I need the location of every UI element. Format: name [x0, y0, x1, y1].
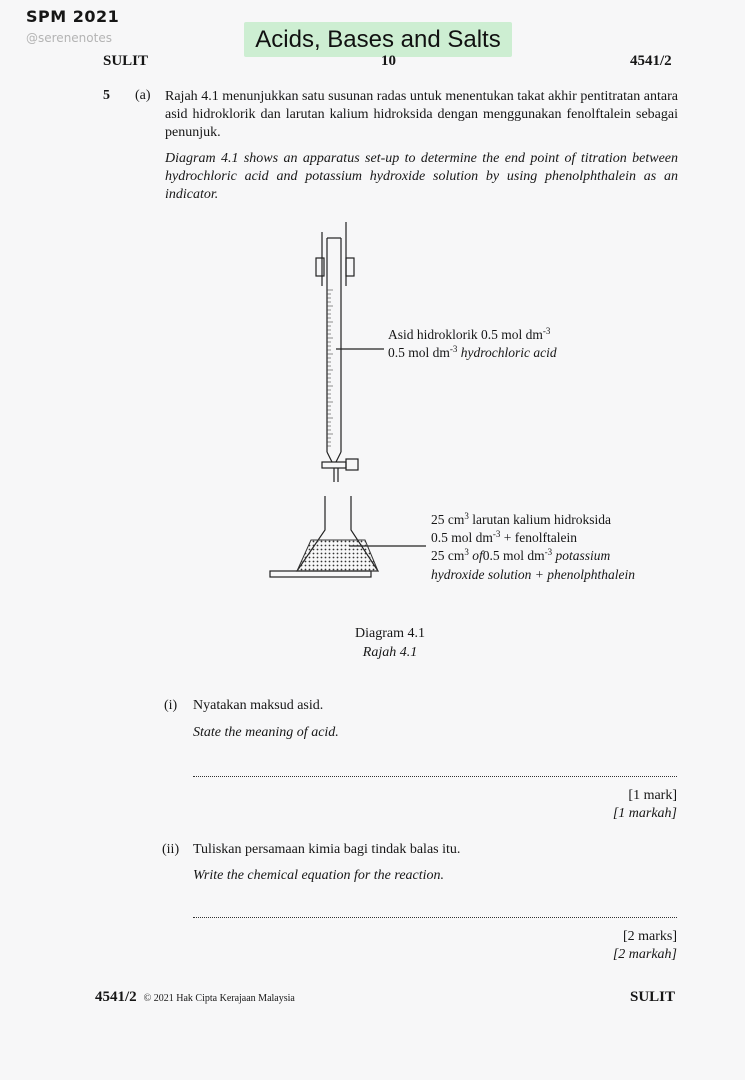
- watermark-handle: @serenenotes: [26, 31, 112, 45]
- sub-ii-marks-bm: [2 markah]: [612, 947, 677, 962]
- header-paper-code: 4541/2: [630, 53, 672, 69]
- diagram-caption-en: Diagram 4.1: [355, 626, 425, 641]
- sub-i-text-bm: Nyatakan maksud asid.: [193, 698, 324, 713]
- watermark-brand: SPM 2021: [26, 7, 120, 26]
- flask-label-line2: 0.5 mol $dm^{-3}$ + fenolftalein: [431, 529, 577, 545]
- footer-sulit: SULIT: [630, 989, 676, 1005]
- question-part: (a): [135, 88, 151, 103]
- answer-line-i[interactable]: [193, 776, 677, 777]
- question-intro-bm: Rajah 4.1 menunjukkan satu susunan radas untuk menentukan takat akhir pentitratan antara asid hidroklorik dan larutan kalium hidroksida dengan menggunakan fenolftalein sebagai penunjuk.: [165, 89, 678, 140]
- question-number: 5: [103, 88, 110, 103]
- flask-label-line1: 25 $cm^3$ larutan kalium hidroksida: [431, 511, 611, 527]
- question-intro-en: Diagram 4.1 shows an apparatus set-up to determine the end point of titration between hydrochloric acid and potassium hydroxide solution by using phenolphthalein as an indicator.: [165, 151, 678, 202]
- header-page-number: 10: [381, 53, 396, 69]
- burette-label-en: 0.5 mol $dm^{-3}$ hydrochloric acid: [388, 344, 557, 360]
- footer-copyright: © 2021 Hak Cipta Kerajaan Malaysia: [143, 993, 295, 1004]
- diagram-caption-bm: Rajah 4.1: [362, 645, 418, 660]
- sub-ii-label: (ii): [162, 842, 180, 857]
- sub-ii-text-en: Write the chemical equation for the reaction.: [193, 868, 445, 883]
- sub-i-marks-en: [1 mark]: [628, 788, 677, 803]
- answer-line-ii[interactable]: [193, 917, 677, 918]
- header-sulit: SULIT: [103, 53, 149, 69]
- topic-banner: Acids, Bases and Salts: [244, 22, 512, 57]
- sub-i-label: (i): [164, 698, 178, 713]
- sub-ii-marks-en: [2 marks]: [622, 929, 677, 944]
- footer-paper-code: 4541/2: [95, 989, 137, 1005]
- burette-label-bm: Asid hidroklorik 0.5 mol $dm^{-3}$: [388, 326, 551, 342]
- flask-label-line4: hydroxide solution + phenolphthalein: [431, 567, 635, 582]
- sub-i-text-en: State the meaning of acid.: [193, 725, 339, 740]
- burette-graduations: [327, 290, 333, 446]
- footer-left: [95, 989, 295, 1006]
- sub-i-marks-bm: [1 markah]: [612, 806, 677, 821]
- flask-solution: [297, 540, 378, 571]
- flask-label-line3: 25 $cm^3$ of0.5 mol $dm^{-3}$ potassium: [431, 547, 611, 563]
- sub-ii-text-bm: Tuliskan persamaan kimia bagi tindak balas itu.: [193, 842, 461, 857]
